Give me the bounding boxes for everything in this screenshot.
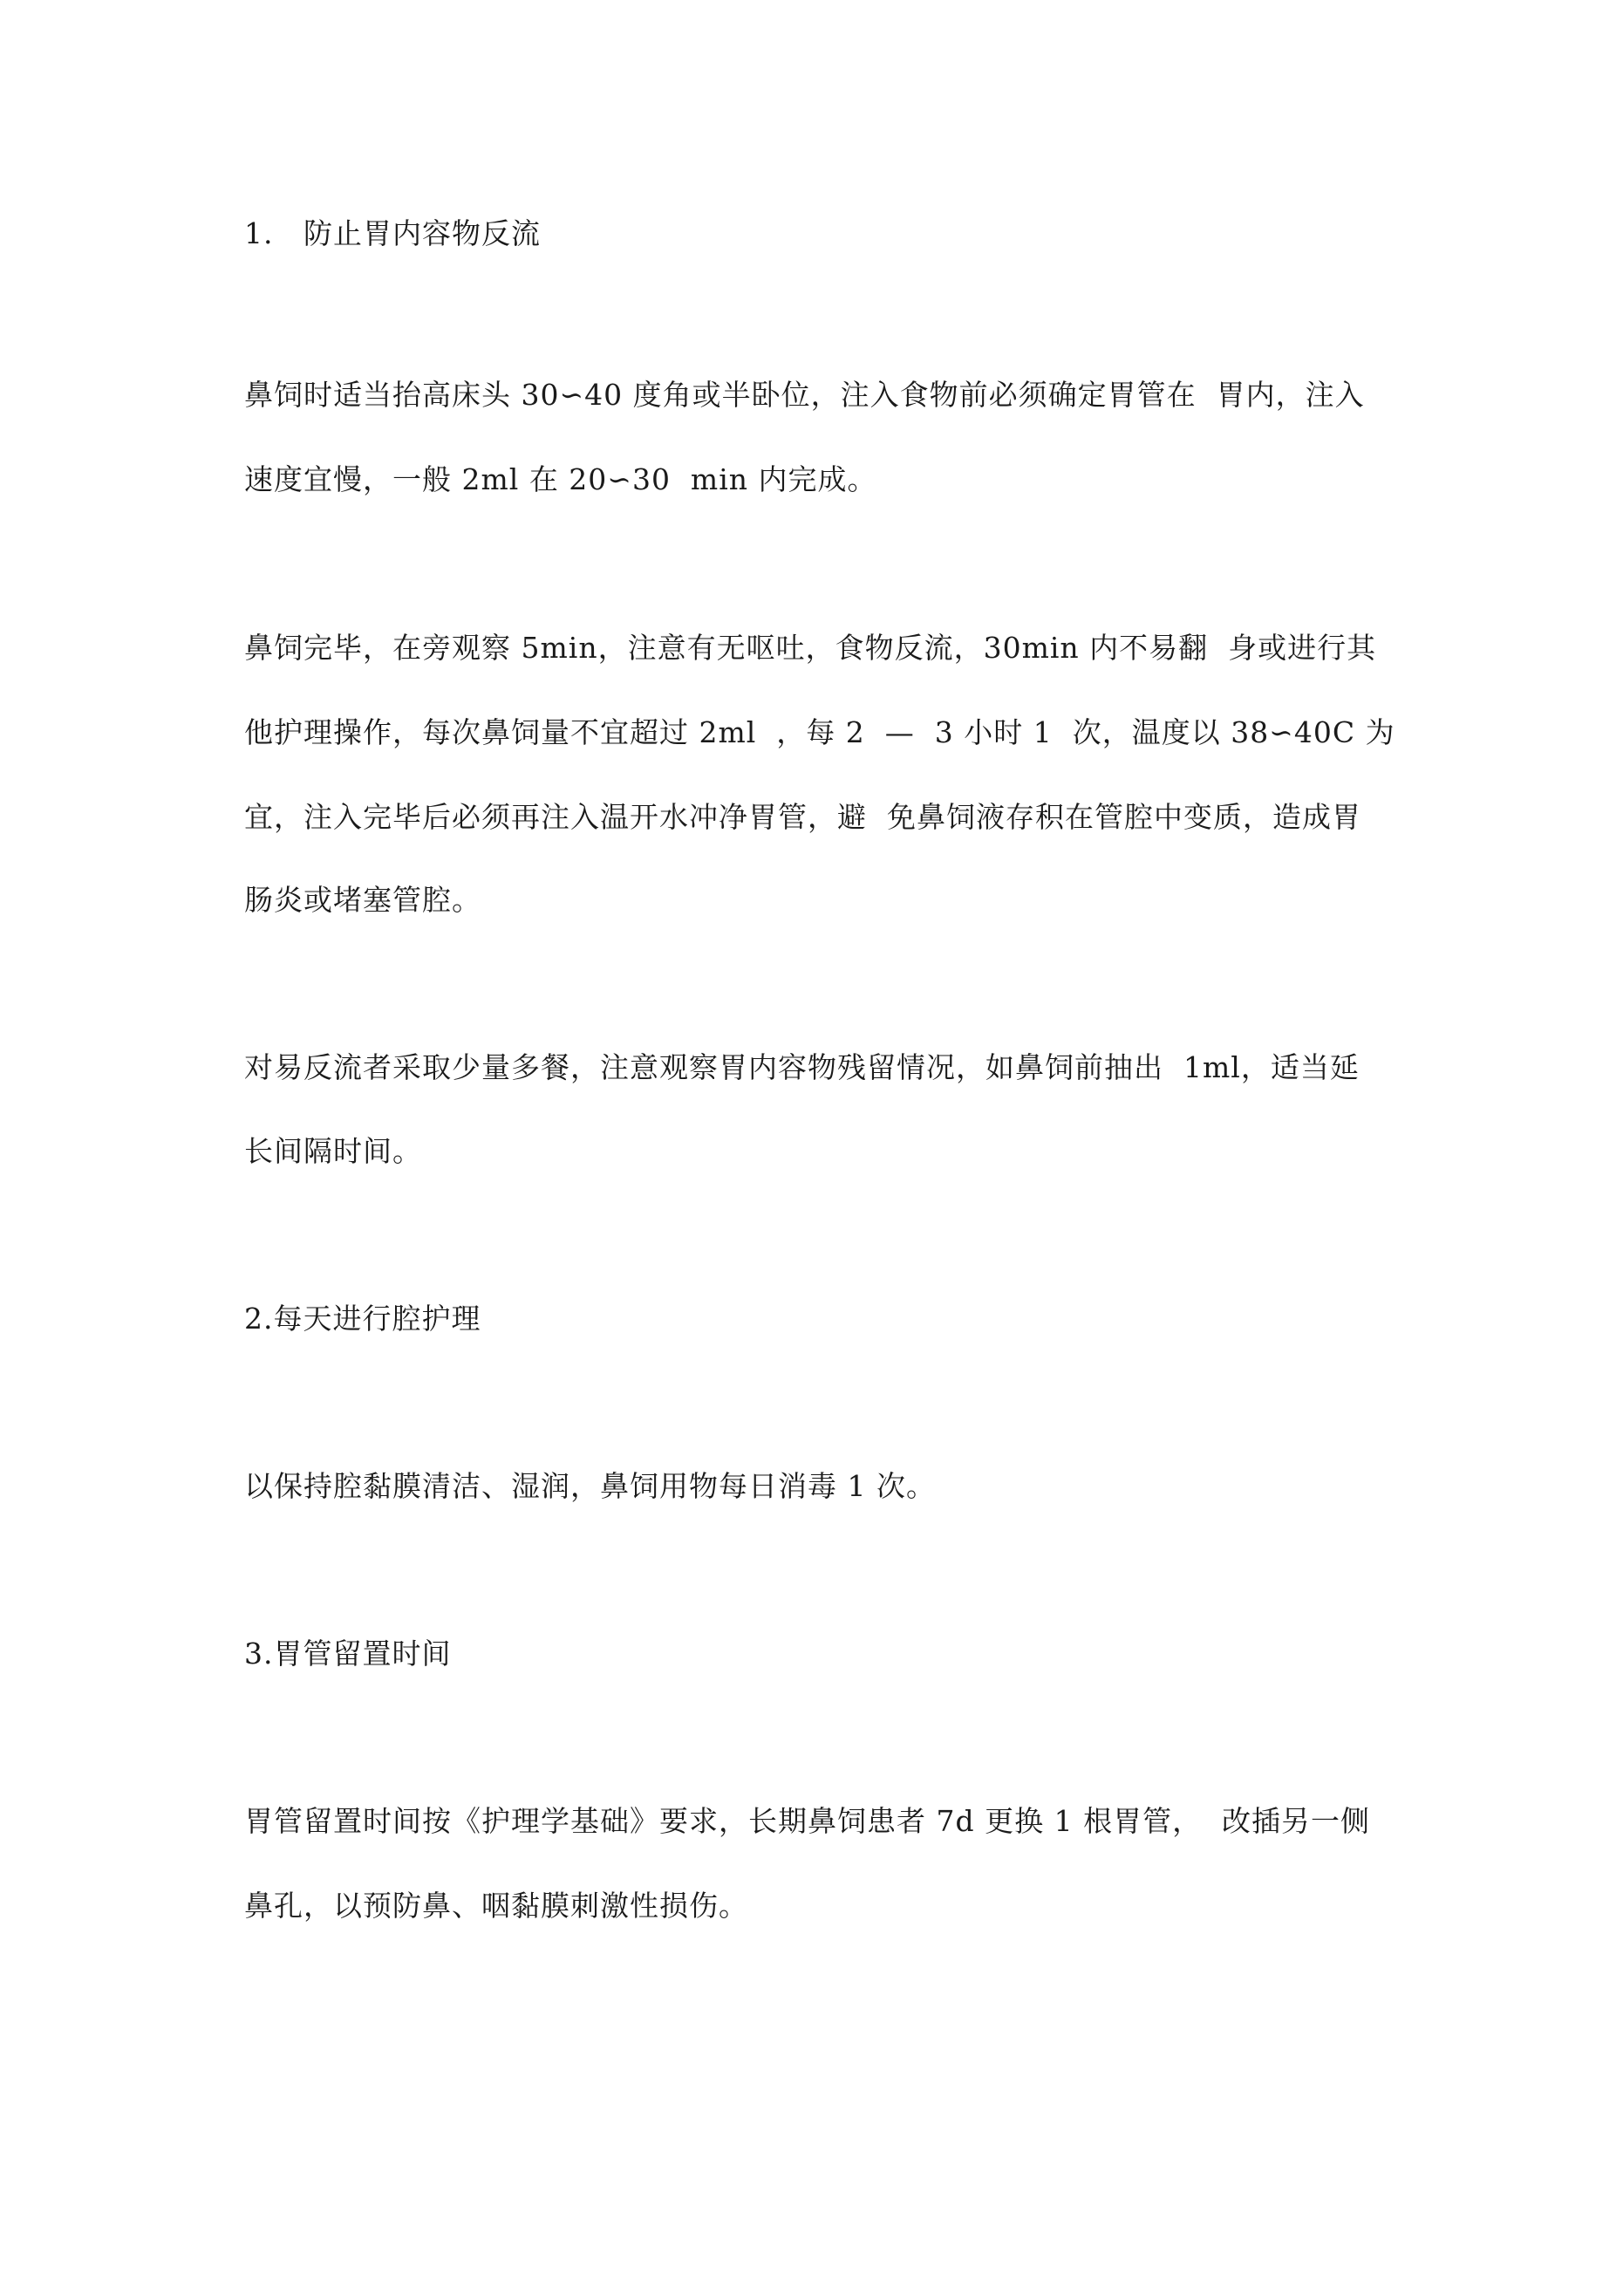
section-1-paragraph-2-line-1: 鼻饲完毕，在旁观察 5min，注意有无呕吐，食物反流，30min 内不易翻 身或进行其: [244, 631, 1377, 665]
section-1-paragraph-3-line-1: 对易反流者采取少量多餐，注意观察胃内容物残留情况，如鼻饲前抽出 1ml，适当延: [244, 1050, 1360, 1084]
section-3-paragraph-1-line-1: 胃管留置时间按《护理学基础》要求，长期鼻饲患者 7d 更换 1 根胃管， 改插另一侧: [244, 1804, 1371, 1838]
section-2-paragraph-1-line-1: 以保持腔黏膜清洁、湿润，鼻饲用物每日消毒 1 次。: [244, 1469, 936, 1503]
section-1-paragraph-2-line-4: 肠炎或堵塞管腔。: [244, 883, 481, 917]
section-3-paragraph-1-line-2: 鼻孔，以预防鼻、咽黏膜刺激性损伤。: [244, 1889, 748, 1923]
section-1-paragraph-1-line-1: 鼻饲时适当抬高床头 30∽40 度角或半卧位，注入食物前必须确定胃管在 胃内，注入: [244, 378, 1365, 412]
section-1-paragraph-1-line-2: 速度宜慢，一般 2ml 在 20∽30 min 内完成。: [244, 462, 877, 496]
section-3-heading: 3.胃管留置时间: [244, 1637, 452, 1671]
section-1-paragraph-2-line-2: 他护理操作，每次鼻饲量不宜超过 2ml ，每 2 — 3 小时 1 次，温度以 38∽40C 为: [244, 715, 1395, 749]
section-2-heading: 2.每天进行腔护理: [244, 1302, 481, 1336]
section-1-heading: 1. 防止胃内容物反流: [244, 216, 541, 250]
section-1-paragraph-3-line-2: 长间隔时间。: [244, 1134, 422, 1168]
section-1-paragraph-2-line-3: 宜，注入完毕后必须再注入温开水冲净胃管，避 免鼻饲液存积在管腔中变质，造成胃: [244, 800, 1361, 834]
